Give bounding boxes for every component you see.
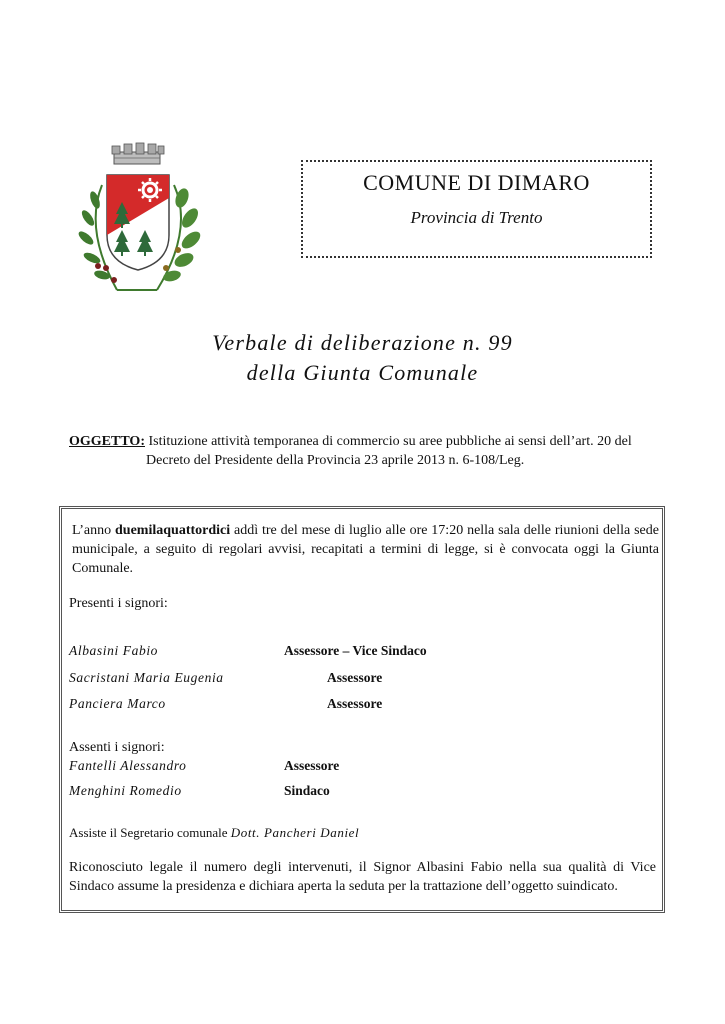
header-box xyxy=(301,160,652,258)
intro-paragraph xyxy=(72,521,659,578)
assenti-label: Assenti i signori: xyxy=(69,740,165,755)
verbale-title: Verbale di deliberazione n. 99 xyxy=(212,330,513,355)
closing-text: Riconosciuto legale il numero degli intervenuti, il Signor Albasini Fabio nella sua qualità di Vice Sindaco assume la presidenza e dichiara aperta la seduta per la trattazione dell’oggetto suindicato. xyxy=(69,860,656,894)
oggetto-label: OGGETTO: xyxy=(69,434,145,449)
assiste-text: Assiste il Segretario comunale xyxy=(69,825,231,840)
intro-year: duemilaquattordici xyxy=(115,523,231,538)
oggetto-text-1: Istituzione attività temporanea di commercio su aree pubbliche ai sensi dell’art. 20 del xyxy=(148,434,632,449)
assente-name: Menghini Romedio xyxy=(69,783,182,798)
presente-role: Assessore – Vice Sindaco xyxy=(284,643,427,658)
assente-name: Fantelli Alessandro xyxy=(69,758,187,773)
provincia-subtitle: Provincia di Trento xyxy=(410,208,543,227)
presente-role: Assessore xyxy=(327,696,383,711)
verbale-subtitle: della Giunta Comunale xyxy=(246,360,479,385)
presente-name: Sacristani Maria Eugenia xyxy=(69,670,224,685)
assiste-line xyxy=(69,825,359,841)
crown-icon xyxy=(112,143,164,164)
presente-name: Panciera Marco xyxy=(69,696,166,711)
closing-paragraph xyxy=(69,858,656,896)
intro-after: addì tre del mese di luglio alle ore 17:20 nella sala delle riunioni della sede municipale, a seguito di regolari avvisi, recapitati a termini di legge, si è convocata oggi la Giunta Comunale. xyxy=(72,523,659,576)
presente-name: Albasini Fabio xyxy=(69,643,159,658)
presente-role: Assessore xyxy=(327,670,383,685)
assente-role: Sindaco xyxy=(284,783,330,798)
presenti-label: Presenti i signori: xyxy=(69,596,168,611)
assente-role: Assessore xyxy=(284,758,340,773)
intro-before: L’anno xyxy=(72,523,116,538)
oggetto-section xyxy=(69,432,659,470)
segretario-name: Dott. Pancheri Daniel xyxy=(230,825,360,840)
comune-title: COMUNE DI DIMARO xyxy=(363,170,590,195)
coat-of-arms-icon xyxy=(62,140,212,300)
oggetto-text-2: Decreto del Presidente della Provincia 23 aprile 2013 n. 6-108/Leg. xyxy=(146,453,525,468)
